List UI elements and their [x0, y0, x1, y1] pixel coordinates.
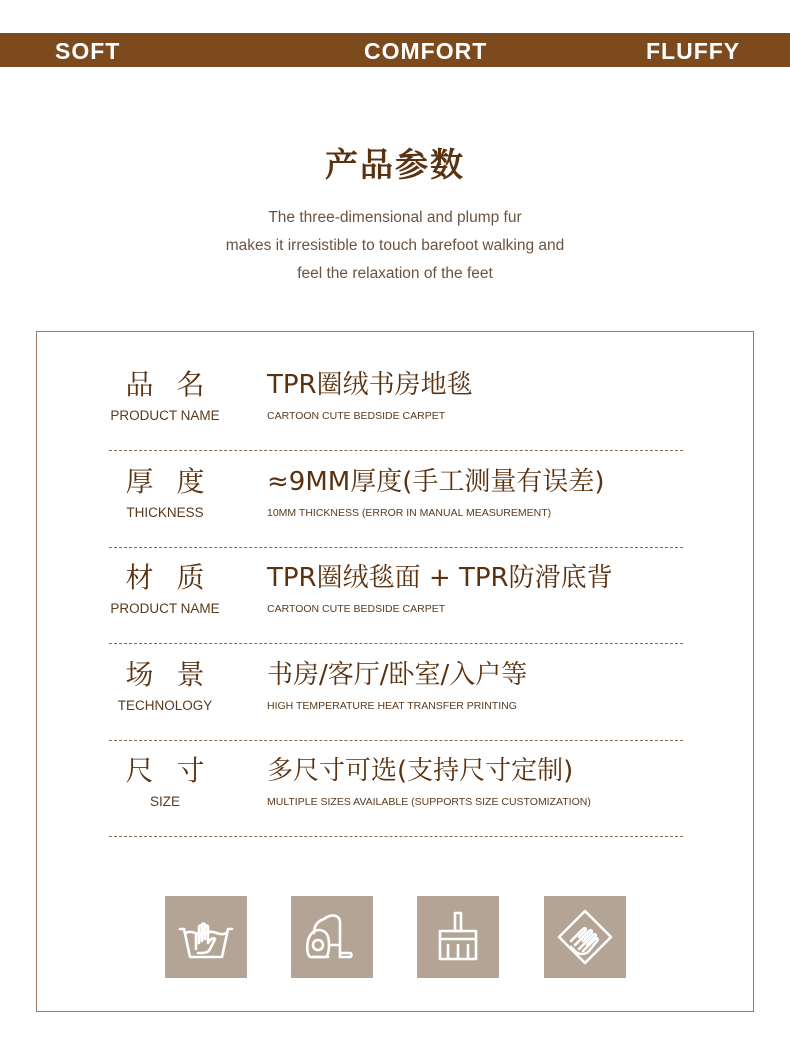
spec-row-scene	[109, 644, 683, 741]
spec-label-en: PRODUCT NAME	[110, 408, 220, 423]
broom-icon	[417, 896, 499, 978]
spec-label-en: THICKNESS	[126, 505, 204, 520]
spec-row-size	[109, 740, 683, 837]
top-banner	[0, 33, 790, 67]
spec-label-cn: 品 名	[125, 368, 205, 401]
spec-label-cn: 厚 度	[125, 465, 205, 498]
banner-word-fluffy: FLUFFY	[646, 38, 741, 64]
spec-value-cn: TPR圈绒书房地毯	[267, 370, 473, 400]
spec-label-en: TECHNOLOGY	[117, 698, 213, 713]
spec-label-en: PRODUCT NAME	[110, 601, 220, 616]
subtitle-line: makes it irresistible to touch barefoot walking and	[225, 237, 565, 254]
spec-value-en: CARTOON CUTE BEDSIDE CARPET	[267, 603, 446, 615]
spec-row-material	[109, 547, 683, 644]
spec-panel	[36, 331, 754, 1012]
spec-value-cn: ≈9MM厚度(手工测量有误差)	[267, 467, 605, 497]
hand-wipe-icon	[544, 896, 626, 978]
spec-value-en: CARTOON CUTE BEDSIDE CARPET	[267, 410, 446, 422]
spec-value-en: 10MM THICKNESS (ERROR IN MANUAL MEASUREMENT)	[267, 507, 552, 519]
subtitle-line: The three-dimensional and plump fur	[268, 209, 522, 226]
banner-word-soft: SOFT	[55, 38, 121, 64]
banner-word-comfort: COMFORT	[364, 38, 488, 64]
subtitle-line: feel the relaxation of the feet	[297, 265, 493, 282]
spec-label-en: SIZE	[149, 794, 180, 809]
hand-wash-icon	[165, 896, 247, 978]
vacuum-cleaner-icon	[291, 896, 373, 978]
spec-value-en: MULTIPLE SIZES AVAILABLE (SUPPORTS SIZE CUSTOMIZATION)	[267, 796, 591, 808]
spec-value-cn: 多尺寸可选(支持尺寸定制)	[267, 756, 574, 786]
section-title: 产品参数	[325, 145, 465, 184]
spec-row-product-name	[109, 354, 683, 451]
spec-row-thickness	[109, 451, 683, 548]
spec-label-cn: 场 景	[125, 658, 205, 691]
spec-value-cn: 书房/客厅/卧室/入户等	[267, 660, 528, 690]
spec-label-cn: 尺 寸	[125, 754, 205, 787]
section-subtitle	[0, 204, 790, 288]
spec-value-en: HIGH TEMPERATURE HEAT TRANSFER PRINTING	[267, 700, 517, 712]
row-divider	[109, 836, 683, 837]
spec-value-cn: TPR圈绒毯面 + TPR防滑底背	[267, 563, 613, 593]
spec-label-cn: 材 质	[125, 561, 205, 594]
